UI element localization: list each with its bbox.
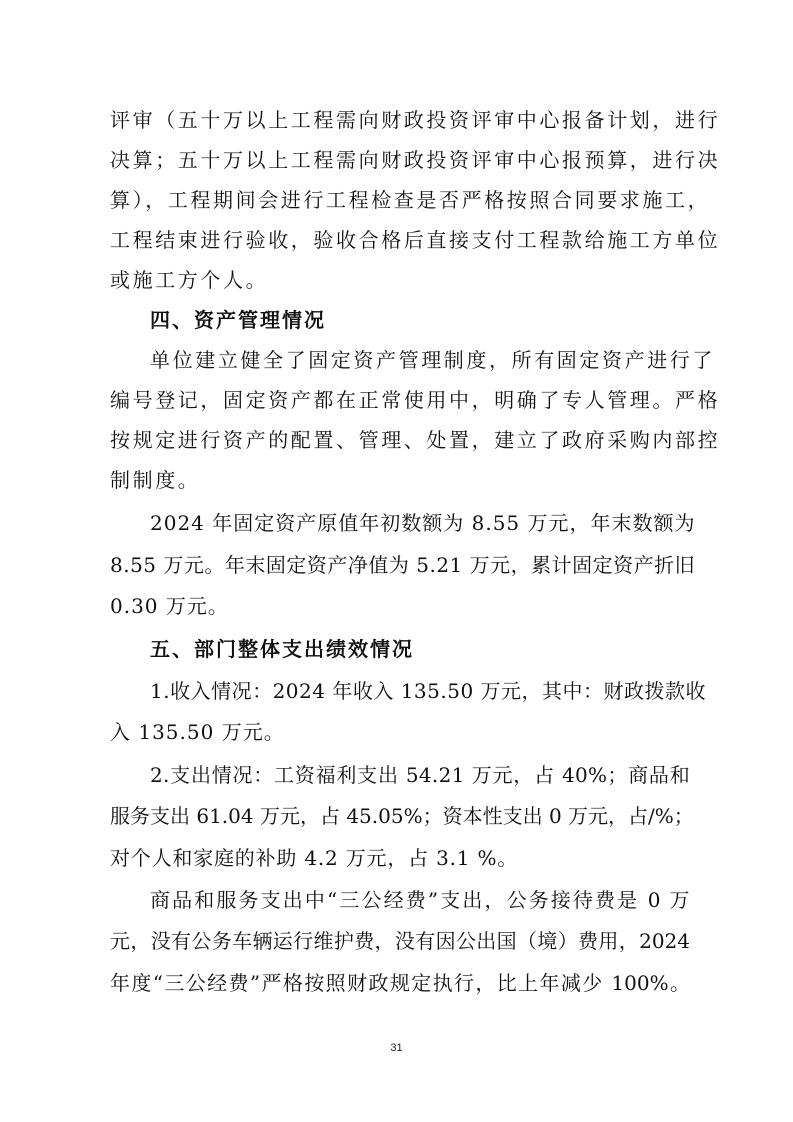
three-public-line-2: 元，没有公务车辆运行维护费，没有因公出国（境）费用，2024 — [110, 929, 690, 953]
page-number: 31 — [390, 1042, 403, 1054]
asset-para-line-1: 单位建立健全了固定资产管理制度，所有固定资产进行了 — [150, 348, 715, 372]
income-line-1: 1.收入情况：2024 年收入 135.50 万元，其中：财政拨款收 — [150, 679, 707, 703]
intro-line-3: 算），工程期间会进行工程检查是否严格按照合同要求施工， — [110, 188, 711, 212]
asset-value-line-3: 0.30 万元。 — [110, 594, 229, 618]
expense-line-2: 服务支出 61.04 万元，占 45.05%；资本性支出 0 万元，占/%； — [110, 804, 694, 828]
income-line-2: 入 135.50 万元。 — [110, 720, 285, 744]
expense-line-3: 对个人和家庭的补助 4.2 万元，占 3.1 %。 — [110, 846, 519, 870]
three-public-line-1: 商品和服务支出中“三公经费”支出，公务接待费是 0 万 — [150, 888, 690, 912]
intro-line-5: 或施工方个人。 — [110, 268, 269, 292]
section-5-heading: 五、部门整体支出绩效情况 — [150, 637, 414, 661]
asset-para-line-4: 制制度。 — [110, 468, 201, 492]
asset-value-line-2: 8.55 万元。年末固定资产净值为 5.21 万元，累计固定资产折旧 — [110, 553, 696, 577]
section-4-heading: 四、资产管理情况 — [150, 308, 326, 332]
asset-value-line-1: 2024 年固定资产原值年初数额为 8.55 万元，年末数额为 — [150, 511, 696, 535]
three-public-line-3: 年度“三公经费”严格按照财政规定执行，比上年减少 100%。 — [110, 971, 690, 995]
asset-para-line-3: 按规定进行资产的配置、管理、处置，建立了政府采购内部控 — [110, 428, 721, 452]
intro-line-1: 评审（五十万以上工程需向财政投资评审中心报备计划，进行 — [110, 108, 721, 132]
expense-line-1: 2.支出情况：工资福利支出 54.21 万元，占 40%；商品和 — [150, 763, 690, 787]
intro-line-4: 工程结束进行验收，验收合格后直接支付工程款给施工方单位 — [110, 228, 721, 252]
asset-para-line-2: 编号登记，固定资产都在正常使用中，明确了专人管理。严格 — [110, 388, 721, 412]
intro-line-2: 决算；五十万以上工程需向财政投资评审中心报预算，进行决 — [110, 148, 721, 172]
